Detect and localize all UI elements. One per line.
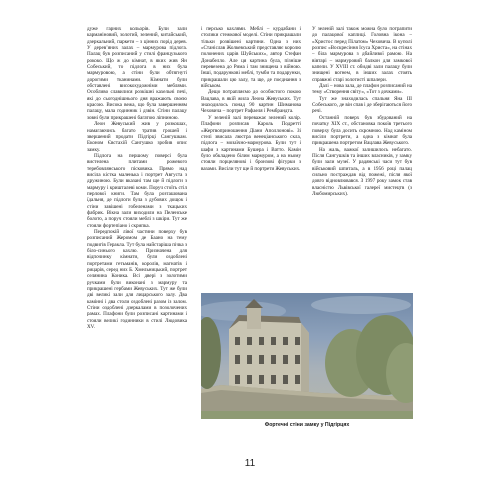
text-column-1: [87, 26, 187, 331]
paragraph: дуже гарних кольорів. Були зали карманіновий, золотий, зелений, китайський, дзеркальний, паркети – з цінних порід дерев. У дерев’яних залах – мармурова підлога. Палац був розписаний у стилі французького рококо. Що ж до кімнат, в яких жив Ян Собеський, то підлога в них була мармуровою, а стіни були обтягнуті дорогими тканинами. Кімнати були обставлені високохудожніми меблями. Особливо славилися розкішні кахельні печі, які до сьогоднішнього дня вражають своєю красою. Висока вежа, що була завершенням палацу, мала годинник і дзвін. Стіни палацу зовні були прикрашені багатою ліпниною.: [87, 26, 187, 121]
paragraph: Передпокій лівої частини поверху був розписаний Жеромом де Баано на тему подвигів Геракла. Тут була найстаріша пічка з біло-синього кахлю. Призначена для відпочинку кімнати, були оздоблені портретами гетьманів, королів, магнатів і рицарів, серед них Б. Хмельницький, портрет селянина Коника. Всі двері з золотими ручками були виконані з мармуру та прикрашені гербами Жевуських. Тут же були дві великі зали для лицарського залу. Два камінні і два столи оздоблені разом із залом. Стіни оздоблені дзеркалами в позолочених рамах. Плафони були розписані картинами і стояли великі годинники в стилі Людовика XV.: [87, 229, 187, 331]
paragraph: Останній поверх був збудований на початку XIX ст., обстановка покоїв третього поверху була досить скромною. Над каміном висіли портрети, а одна з кімнат була прикрашена портретом Вацлава Жевуського.: [312, 114, 412, 147]
text-column-2: [201, 26, 301, 276]
paragraph: У зеленій залі також можна було потрапити до палацової каплиці. Головна ікона – «Христос перед Пілатом» Чеховича. В куполі розпис «Воскресіння Ісуса Христа», на стінах – біла мармурова з дбайливої рамою. На вівтарі – мармуровий балкон для замкової капели. У XVIII ст. обидві зали палацу були знищені вогнем, в інших залах стоять справжні старі золотисті шпалери.: [312, 26, 412, 83]
castle-image: [201, 293, 413, 419]
paragraph: і персько кахлями. Меблі – курдабани і столики стежкової моделі. Стіни прикрашали тільки розвішені картини. Одна з них «Станіслав Жолкевський представляє королю полонених царів Шуйських», автор Стефан Донабелло. Але ця картина була, пізніше перевезена до Рима і там знищена з війною. Інші, подарункові меблі, тумби та подарунки, прикрашали цю залу, та ще, де поєднання з військом.: [201, 26, 301, 90]
castle-photo: [201, 293, 413, 419]
paragraph: Дещо потрапляємо до особистого покою Вацлава, в якій жила Леона Жевуських. Тут знаходилось понад 90 картин Шиманова Чеховича – портрет Рафаеля і Рембрандта.: [201, 89, 301, 115]
paragraph: На жаль, важкої залишилось небагато. Після Сангушків та інших власників, у замку були зали музеї. У радянські часи тут був військовий шпиталь, а в 1956 році палац сильно постраждав від пожежі, після якої довго відновлювався. З 1997 року замок став власністю Львівської галереї мистецтв (з Любомирських).: [312, 146, 412, 197]
paragraph: Леон Жевуський жив у розкошах, намагаючись багато тратив грошей і звершений продати Підгірці Сангушкам. Економ Євстахій Сангушко зробив опис замку.: [87, 121, 187, 153]
paragraph: Підлога на першому поверсі була вистелена плитами рожевого теребовлянського пісковика. Прямо над висіла кістка маленька і портрет Августа з дружиною. Були вказані там ще й підлоги з мармуру і кришталеві коми. Поруч стоїть стіл перлової книги. Там була розташована їдальня, де підлоги була з дубових дощок і стіни завішені гобеленами з ткацьких фабрик. Вікна зали виходили на Пеленське болото, а поруч стояли меблі з шкіри. Тут же стояли фортепіано і скрипка.: [87, 152, 187, 229]
page-number: 11: [244, 458, 256, 469]
photo-caption: Фортечні стіни замку у Підгірцях: [264, 422, 350, 428]
paragraph: Далі – нова зала, де плафон розписаний на тему «Створення світу», «Тот з дочками».: [312, 83, 412, 96]
paragraph: Тут же знаходилась спальня Яна III Собеського, де він спав і де зберігаються його речі.: [312, 95, 412, 115]
text-column-3: [312, 26, 412, 336]
paragraph: У зеленій залі переважає зелений колір. Плафони розписав Кароль Подретті «Жертвоприношення Діани Аполлонові». Зі стелі звисала люстра венеціанського скла, підлога – мозаїчно-мармурова. Були тут і шафи з картинами Бушера і Ватто. Камін було обкладено білим мармуром, а на ньому стояли порцелянові і бронзові фігурки з вазами. Висіли тут ще й портрети Жевуських.: [201, 114, 301, 172]
